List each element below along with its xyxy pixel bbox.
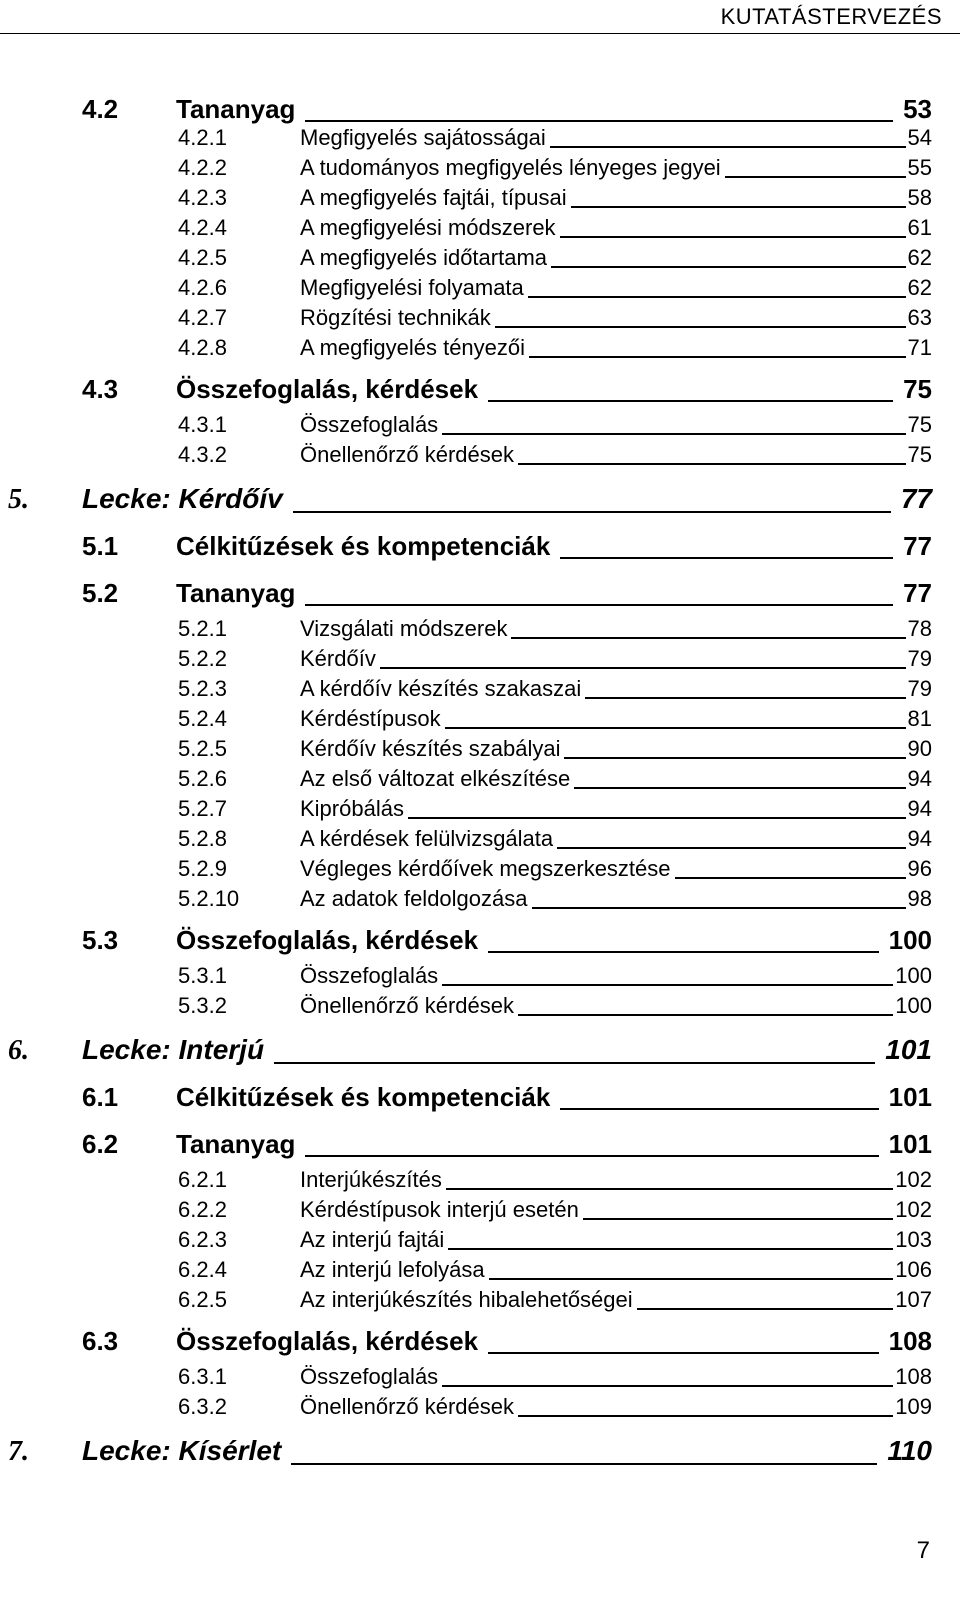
toc-leader-line [442,984,893,986]
toc-entry[interactable] [0,825,960,855]
toc-entry-title: Kérdéstípusok [300,706,441,731]
toc-entry-page: 107 [895,1287,932,1312]
toc-entry[interactable] [0,334,960,364]
toc-entry[interactable] [0,1286,960,1316]
toc-entry[interactable] [0,1166,960,1196]
toc-entry-number: 5.2.6 [178,766,227,791]
toc-leader-line [293,511,891,513]
toc-entry-title: Interjúkészítés [300,1167,442,1192]
toc-entry-title: Az interjú lefolyása [300,1257,485,1282]
toc-entry-number: 5. [8,484,29,515]
toc-entry-number: 5.2.3 [178,676,227,701]
toc-entry-number: 5.2.2 [178,646,227,671]
toc-entry[interactable] [0,1423,960,1473]
toc-entry-title: Megfigyelési folyamata [300,275,524,300]
toc-entry-number: 5.2.4 [178,706,227,731]
toc-leader-line [571,206,906,208]
toc-entry-number: 6.3 [82,1326,119,1356]
toc-entry[interactable] [0,154,960,184]
toc-entry-number: 5.3.2 [178,993,227,1018]
toc-leader-line [448,1248,893,1250]
toc-entry-number: 4.2.8 [178,335,227,360]
toc-entry-title: Az interjú fajtái [300,1227,445,1252]
toc-entry-page: 102 [895,1197,932,1222]
toc-entry-title: Összefoglalás, kérdések [176,925,479,955]
toc-entry[interactable] [0,124,960,154]
toc-entry[interactable] [0,962,960,992]
toc-entry-title: Rögzítési technikák [300,305,491,330]
toc-leader-line [550,146,906,148]
toc-leader-line [305,604,893,606]
toc-entry-page: 101 [888,1129,932,1159]
toc-entry-title: A megfigyelési módszerek [300,215,556,240]
toc-leader-line [518,1014,893,1016]
toc-leader-line [442,433,905,435]
toc-entry-page: 62 [907,275,932,300]
toc-entry-title: Összefoglalás, kérdések [176,374,479,404]
toc-entry-number: 4.3.2 [178,442,227,467]
toc-entry-page: 79 [907,646,932,671]
toc-entry-page: 102 [895,1167,932,1192]
toc-entry[interactable] [0,765,960,795]
toc-entry-title: A megfigyelés fajtái, típusai [300,185,567,210]
toc-entry-number: 7. [8,1436,29,1467]
toc-entry-title: Megfigyelés sajátosságai [300,125,546,150]
toc-leader-line [532,907,906,909]
toc-entry-page: 94 [907,796,932,821]
toc-entry-number: 6.2.1 [178,1167,227,1192]
toc-entry-number: 6. [8,1035,29,1066]
toc-entry[interactable] [0,1363,960,1393]
toc-leader-line [511,637,905,639]
toc-entry-title: Az első változat elkészítése [300,766,571,791]
toc-leader-line [291,1463,877,1465]
toc-entry-title: Önellenőrző kérdések [300,442,515,467]
toc-entry-number: 4.2.2 [178,155,227,180]
toc-leader-line [574,787,905,789]
toc-entry[interactable] [0,1316,960,1363]
toc-entry-title: Célkitűzések és kompetenciák [176,1082,551,1112]
toc-entry-title: A megfigyelés tényezői [300,335,526,360]
toc-entry-page: 75 [903,374,932,404]
toc-entry-number: 5.2.8 [178,826,227,851]
toc-entry[interactable] [0,1393,960,1423]
toc-entry-title: Vizsgálati módszerek [300,616,508,641]
running-header [0,0,960,34]
toc-leader-line [564,757,905,759]
toc-leader-line [495,326,906,328]
toc-entry-title: A megfigyelés időtartama [300,245,548,270]
toc-entry-number: 5.3 [82,925,119,955]
toc-leader-line [274,1062,875,1064]
toc-entry-title: Tananyag [176,1129,296,1159]
toc-entry-title: Összefoglalás [300,412,439,437]
toc-entry-page: 98 [907,886,932,911]
toc-leader-line [408,817,906,819]
toc-entry-page: 100 [895,993,932,1018]
toc-entry-page: 110 [887,1435,932,1466]
toc-entry-number: 5.2.5 [178,736,227,761]
toc-leader-line [585,697,905,699]
toc-entry-title: Az adatok feldolgozása [300,886,528,911]
toc-entry-title: Lecke: Interjú [82,1034,265,1065]
toc-entry[interactable] [0,1226,960,1256]
toc-entry[interactable] [0,568,960,615]
toc-leader-line [442,1385,893,1387]
toc-entry-number: 6.3.2 [178,1394,227,1419]
toc-entry-page: 101 [885,1034,932,1065]
toc-entry[interactable] [0,471,960,521]
toc-entry-number: 4.3 [82,374,119,404]
toc-entry-number: 4.2.4 [178,215,227,240]
toc-entry-number: 6.2.4 [178,1257,227,1282]
toc-entry-page: 101 [888,1082,932,1112]
toc-entry-number: 5.2 [82,578,119,608]
page-number: 7 [916,1537,930,1564]
toc-entry-title: Tananyag [176,94,296,124]
toc-entry[interactable] [0,214,960,244]
toc-entry[interactable] [0,735,960,765]
header-title: KUTATÁSTERVEZÉS [720,4,942,29]
toc-entry-title: Összefoglalás, kérdések [176,1326,479,1356]
toc-leader-line [725,176,906,178]
toc-entry-number: 5.2.9 [178,856,227,881]
toc-entry[interactable] [0,521,960,568]
toc-entry[interactable] [0,274,960,304]
header-rule [0,33,960,34]
toc-entry-title: Összefoglalás [300,963,439,988]
toc-entry[interactable] [0,441,960,471]
toc-leader-line [560,1108,878,1110]
toc-entry-title: Kérdőív [300,646,376,671]
toc-entry-title: Végleges kérdőívek megszerkesztése [300,856,671,881]
toc-entry-page: 71 [907,335,932,360]
toc-entry-number: 4.2.7 [178,305,227,330]
toc-entry-page: 78 [907,616,932,641]
toc-entry[interactable] [0,411,960,441]
toc-entry-number: 5.2.10 [178,886,240,911]
toc-entry-number: 6.3.1 [178,1364,227,1389]
toc-entry-page: 100 [895,963,932,988]
toc-leader-line [488,400,893,402]
toc-entry[interactable] [0,304,960,334]
toc-entry-page: 90 [907,736,932,761]
toc-leader-line [560,557,893,559]
toc-entry-number: 6.1 [82,1082,119,1112]
toc-entry-title: Kérdőív készítés szabályai [300,736,561,761]
toc-entry-title: Lecke: Kísérlet [82,1435,282,1466]
toc-entry-title: Önellenőrző kérdések [300,1394,515,1419]
toc-entry[interactable] [0,615,960,645]
toc-entry-page: 96 [907,856,932,881]
toc-leader-line [518,463,906,465]
toc-entry-title: Kérdéstípusok interjú esetén [300,1197,579,1222]
toc-entry[interactable] [0,244,960,274]
toc-entry-title: Az interjúkészítés hibalehetőségei [300,1287,633,1312]
toc-entry-number: 5.3.1 [178,963,227,988]
toc-entry-page: 77 [903,578,932,608]
toc-entry[interactable] [0,1196,960,1226]
toc-entry[interactable] [0,1256,960,1286]
toc-leader-line [488,951,879,953]
toc-entry-page: 100 [888,925,932,955]
toc-leader-line [675,877,906,879]
toc-entry-title: Önellenőrző kérdések [300,993,515,1018]
toc-leader-line [583,1218,893,1220]
toc-leader-line [637,1308,894,1310]
toc-entry-title: Tananyag [176,578,296,608]
toc-entry-page: 55 [907,155,932,180]
toc-entry[interactable] [0,84,960,124]
toc-entry-number: 4.2 [82,94,119,124]
toc-leader-line [445,727,906,729]
toc-entry-number: 4.2.3 [178,185,227,210]
toc-entry[interactable] [0,184,960,214]
toc-leader-line [529,356,905,358]
table-of-contents [0,84,960,1473]
toc-entry[interactable] [0,645,960,675]
toc-entry-page: 75 [907,442,932,467]
toc-entry-number: 4.3.1 [178,412,227,437]
toc-entry-number: 6.2.2 [178,1197,227,1222]
toc-leader-line [380,667,906,669]
toc-entry-page: 94 [907,826,932,851]
toc-entry-page: 58 [907,185,932,210]
toc-entry-number: 5.2.7 [178,796,227,821]
toc-entry[interactable] [0,855,960,885]
toc-entry-page: 109 [895,1394,932,1419]
toc-leader-line [305,1155,878,1157]
toc-leader-line [489,1278,894,1280]
toc-entry[interactable] [0,885,960,915]
toc-entry-title: Összefoglalás [300,1364,439,1389]
toc-entry-page: 63 [907,305,932,330]
toc-entry-page: 94 [907,766,932,791]
toc-entry-page: 54 [907,125,932,150]
toc-entry[interactable] [0,1119,960,1166]
toc-entry[interactable] [0,364,960,411]
toc-entry-page: 53 [903,94,932,124]
toc-leader-line [528,296,906,298]
toc-entry-page: 108 [888,1326,932,1356]
toc-entry-page: 108 [895,1364,932,1389]
toc-entry-number: 6.2.5 [178,1287,227,1312]
toc-entry[interactable] [0,1072,960,1119]
toc-entry[interactable] [0,992,960,1022]
toc-entry-page: 75 [907,412,932,437]
toc-entry-number: 4.2.5 [178,245,227,270]
toc-entry-number: 6.2 [82,1129,119,1159]
toc-entry-title: A kérdőív készítés szakaszai [300,676,582,701]
toc-entry-page: 61 [907,215,932,240]
toc-leader-line [518,1415,893,1417]
toc-entry-page: 81 [907,706,932,731]
toc-leader-line [488,1352,879,1354]
toc-entry-title: A tudományos megfigyelés lényeges jegyei [300,155,721,180]
toc-entry-page: 62 [907,245,932,270]
toc-entry-page: 79 [907,676,932,701]
toc-entry-number: 5.2.1 [178,616,227,641]
toc-entry-title: A kérdések felülvizsgálata [300,826,554,851]
toc-entry[interactable] [0,915,960,962]
toc-entry-number: 4.2.6 [178,275,227,300]
toc-leader-line [551,266,905,268]
toc-entry-page: 77 [900,483,932,514]
toc-entry-title: Kipróbálás [300,796,404,821]
toc-entry[interactable] [0,675,960,705]
toc-entry[interactable] [0,795,960,825]
toc-entry-page: 103 [895,1227,932,1252]
toc-leader-line [446,1188,893,1190]
toc-entry-title: Célkitűzések és kompetenciák [176,531,551,561]
toc-leader-line [557,847,905,849]
toc-entry-number: 5.1 [82,531,119,561]
toc-entry[interactable] [0,705,960,735]
toc-entry[interactable] [0,1022,960,1072]
toc-entry-page: 77 [903,531,932,561]
toc-leader-line [305,120,893,122]
toc-entry-number: 4.2.1 [178,125,227,150]
toc-entry-title: Lecke: Kérdőív [82,483,283,514]
toc-leader-line [560,236,906,238]
toc-entry-number: 6.2.3 [178,1227,227,1252]
toc-entry-page: 106 [895,1257,932,1282]
